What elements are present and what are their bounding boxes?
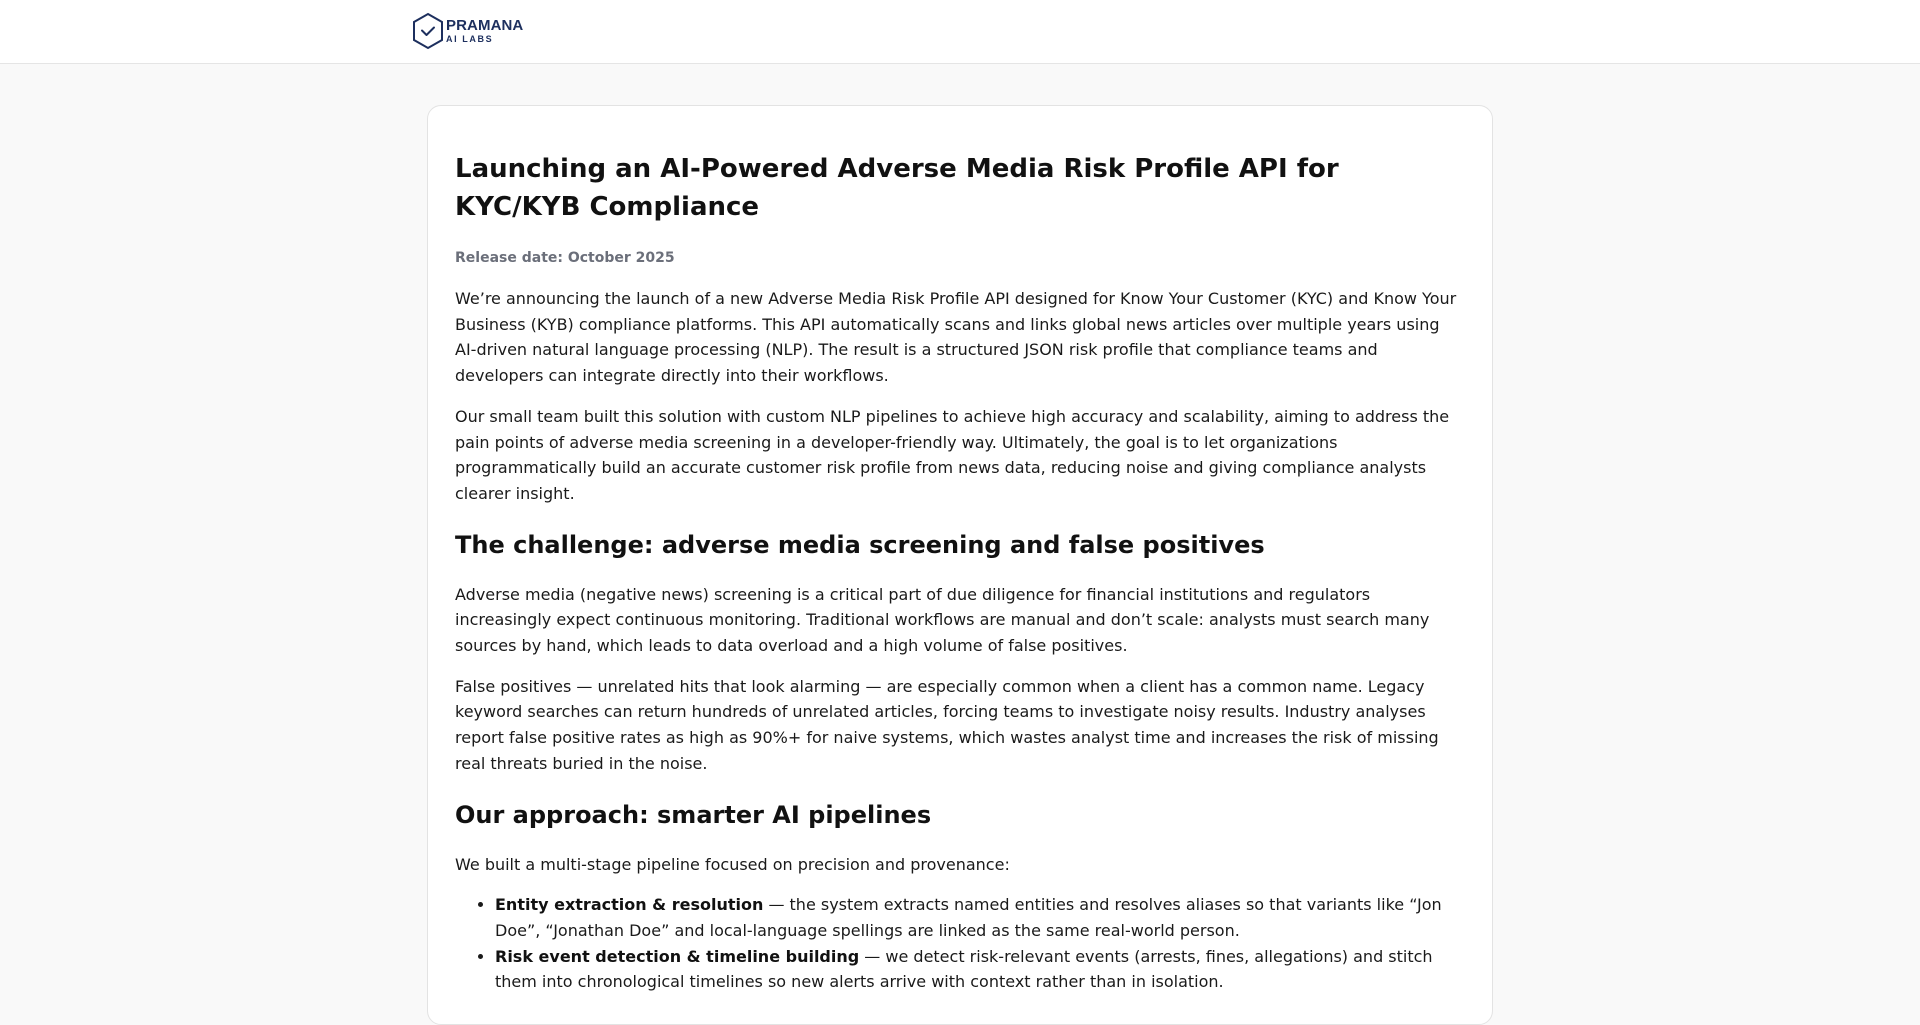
logo-name: PRAMANA [446, 17, 524, 34]
challenge-paragraph-1: Adverse media (negative news) screening is a critical part of due diligence for financial institutions and regulators increasingly expect continuous monitoring. Traditional workflows are manual and don’t scale: analysts must search many sources by hand, which leads to data overload and a high volume of false positives. [455, 584, 1430, 656]
approach-heading: Our approach: smarter AI pipelines [455, 800, 932, 829]
intro-paragraph-2: Our small team built this solution with custom NLP pipelines to achieve high accuracy and scalability, aiming to address the pain points of adverse media screening in a developer-friendly way. Ultimately, the goal is to let organizations programmatically build an accurate customer risk profile from news data, reducing noise and giving compliance analysts clearer insight. [455, 406, 1450, 503]
challenge-heading: The challenge: adverse media screening and false positives [455, 530, 1265, 559]
list-item-title: Entity extraction & resolution [495, 895, 764, 915]
approach-list [455, 892, 1465, 995]
list-item-text: — the system extracts named entities and resolves aliases so that variants like “Jon Doe”, “Jonathan Doe” and local-language spellings are linked as the same real-world person. [495, 895, 1442, 940]
intro-paragraph-1: We’re announcing the launch of a new Adverse Media Risk Profile API designed for Know Your Customer (KYC) and Know Your Business (KYB) compliance platforms. This API automatically scans and links global news articles over multiple years using AI-driven natural language processing (NLP). The result is a structured JSON risk profile that compliance teams and developers can integrate directly into their workflows. [455, 289, 1457, 386]
approach-intro: We built a multi-stage pipeline focused on precision and provenance: [455, 854, 1010, 874]
article-title: Launching an AI-Powered Adverse Media Risk Profile API for KYC/KYB Compliance [455, 154, 1339, 222]
home-logo-link[interactable] [412, 12, 523, 50]
list-item [495, 892, 1465, 943]
release-date: Release date: October 2025 [455, 250, 675, 266]
hexagon-check-icon [412, 12, 444, 50]
article-card [427, 105, 1493, 1025]
list-item [495, 944, 1465, 995]
logo-subtitle: AI LABS [446, 34, 494, 44]
list-item-title: Risk event detection & timeline building [495, 946, 860, 966]
challenge-paragraph-2: False positives — unrelated hits that look alarming — are especially common when a client has a common name. Legacy keyword searches can return hundreds of unrelated articles, forcing teams to investigate noisy results. Industry analyses report false positive rates as high as 90%+ for naive systems, which wastes analyst time and increases the risk of missing real threats buried in the noise. [455, 676, 1439, 773]
list-item-text: — we detect risk-relevant events (arrests, fines, allegations) and stitch them into chronological timelines so new alerts arrive with context rather than in isolation. [495, 946, 1433, 992]
top-navigation-bar [0, 0, 1920, 64]
logo-wordmark [446, 18, 523, 44]
